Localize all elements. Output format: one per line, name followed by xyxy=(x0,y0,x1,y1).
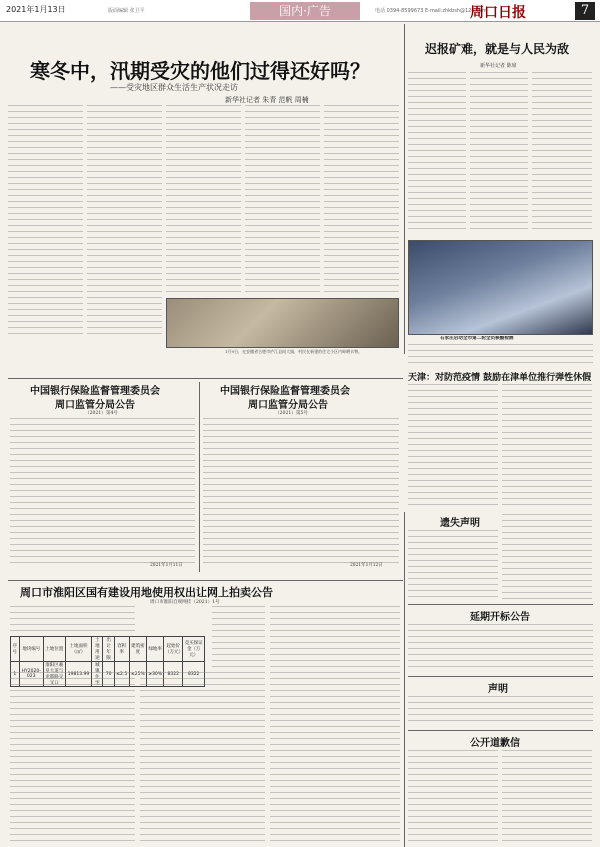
bank-ad-1-date: 2021年1月11日 xyxy=(150,563,183,568)
land-table-header: 竞买保证金（万元） xyxy=(183,637,205,662)
notice-rule-1 xyxy=(408,604,593,605)
land-col-3 xyxy=(270,606,400,842)
bank-ad-1-title-l1: 中国银行保险监督管理委员会 xyxy=(30,386,160,397)
land-col-1 xyxy=(10,672,135,842)
right-col-1 xyxy=(408,72,466,232)
tianjin-col-1 xyxy=(408,384,498,509)
apology-col-1 xyxy=(408,750,498,842)
extend-notice-title: 延期开标公告 xyxy=(470,612,530,623)
land-table-header: 土地位置 xyxy=(43,637,65,662)
main-article-subtitle: ——受灾地区群众生活生产状况走访 xyxy=(110,83,238,92)
bank-ad-1-ref: （2021）第4号 xyxy=(85,411,118,416)
article-col-3 xyxy=(166,105,241,295)
bank-ad-1-title-l2: 周口监管分局公告 xyxy=(55,400,135,411)
contact-info: 电话 0394-8599673 E-mail:zhkbsh@126.com xyxy=(375,8,487,14)
land-table-header: 出让年限 xyxy=(103,637,115,662)
table-cell: 淮阳区羲皇大道与龙都路交叉口 xyxy=(45,663,64,686)
testing-photo-caption: 石家庄启动全市第二轮全员核酸检测 xyxy=(440,336,514,341)
land-table-header: 容积率 xyxy=(114,637,129,662)
table-cell: ≥30% xyxy=(147,662,164,687)
flood-photo xyxy=(166,298,399,348)
article-col-4 xyxy=(245,105,320,295)
testing-photo xyxy=(408,240,593,335)
right-article-title: 迟报矿难，就是与人民为敌 xyxy=(425,42,570,56)
bank-ad-2-date: 2021年1月12日 xyxy=(350,563,383,568)
statement-body xyxy=(408,696,593,726)
notice-rule-2 xyxy=(408,676,593,677)
land-table-header: 绿地率 xyxy=(147,637,164,662)
land-table-header: 起始价（万元） xyxy=(164,637,183,662)
right-col-3 xyxy=(532,72,592,232)
article-col-2 xyxy=(87,105,162,337)
article-col-5 xyxy=(324,105,399,295)
article-col-1 xyxy=(8,105,83,337)
paper-logo: 周口日报 xyxy=(470,5,526,21)
section-title: 国内·广告 xyxy=(250,2,360,20)
page-number: 7 xyxy=(575,2,595,20)
right-col-2 xyxy=(470,72,528,232)
lost-notice-title: 遗失声明 xyxy=(440,518,480,529)
bank-ad-2-body xyxy=(203,418,399,568)
statement-title: 声明 xyxy=(488,684,508,695)
apology-title: 公开道歉信 xyxy=(470,738,520,749)
land-table-header: 地块编号 xyxy=(19,637,43,662)
land-table-header: 土地面积（㎡） xyxy=(65,637,92,662)
lost-notice-col-2 xyxy=(502,514,592,600)
table-cell: 19813.99 xyxy=(65,662,92,687)
notice-rule-3 xyxy=(408,730,593,731)
main-article-byline: 新华社记者 朱青 范帆 周楠 xyxy=(225,96,309,104)
table-cell: HY2020-023 xyxy=(19,662,43,687)
table-cell: 70 xyxy=(103,662,115,687)
bank-ad-2-title-l1: 中国银行保险监督管理委员会 xyxy=(220,386,350,397)
testing-photo-text xyxy=(408,344,593,364)
land-title: 周口市淮阳区国有建设用地使用权出让网上拍卖公告 xyxy=(20,586,273,599)
main-article-title: 寒冬中，汛期受灾的他们过得还好吗？ xyxy=(30,59,370,83)
table-cell: 1 xyxy=(11,662,20,687)
notice-divider xyxy=(404,512,405,847)
land-table-header: 土地用途 xyxy=(92,637,103,662)
extend-notice-body xyxy=(408,624,593,672)
bank-ad-2-ref: （2021）第5号 xyxy=(275,411,308,416)
column-divider xyxy=(404,24,405,354)
table-cell: 城镇住宅 xyxy=(92,662,103,687)
land-col-2-top xyxy=(212,606,265,668)
apology-col-2 xyxy=(502,750,592,842)
editor-credit: 版面编辑 张卫平 xyxy=(108,8,145,14)
land-top-rule xyxy=(8,580,403,581)
table-cell: ≤25% xyxy=(129,662,147,687)
right-article-byline: 新华社记者 陈席 xyxy=(480,63,517,69)
lost-notice-col-1 xyxy=(408,530,498,600)
land-intro xyxy=(10,606,135,634)
section-rule xyxy=(8,378,403,379)
land-table-header: 序号 xyxy=(11,637,20,662)
table-cell: 8322 xyxy=(164,662,183,687)
land-ref: 周口市淮阳自规网挂（2021）1号 xyxy=(150,600,220,605)
land-col-2 xyxy=(140,672,265,842)
land-table-header: 建筑密度 xyxy=(129,637,147,662)
flood-photo-caption: 1月9日，在安徽省合肥市庐江县同大镇，村民在新建的住宅小区内晾晒衣物。 xyxy=(225,349,363,354)
bank-ad-2-title-l2: 周口监管分局公告 xyxy=(248,400,328,411)
tianjin-col-2 xyxy=(502,384,592,509)
issue-date: 2021年1月13日 xyxy=(6,5,66,14)
table-cell: ≤2.5 xyxy=(114,662,129,687)
tianjin-title: 天津：对防范疫情 鼓励在津单位推行弹性休假 xyxy=(408,373,592,383)
bank-ad-1-body xyxy=(10,418,195,568)
ad-divider xyxy=(199,382,200,572)
table-cell: 8322 xyxy=(183,662,205,687)
